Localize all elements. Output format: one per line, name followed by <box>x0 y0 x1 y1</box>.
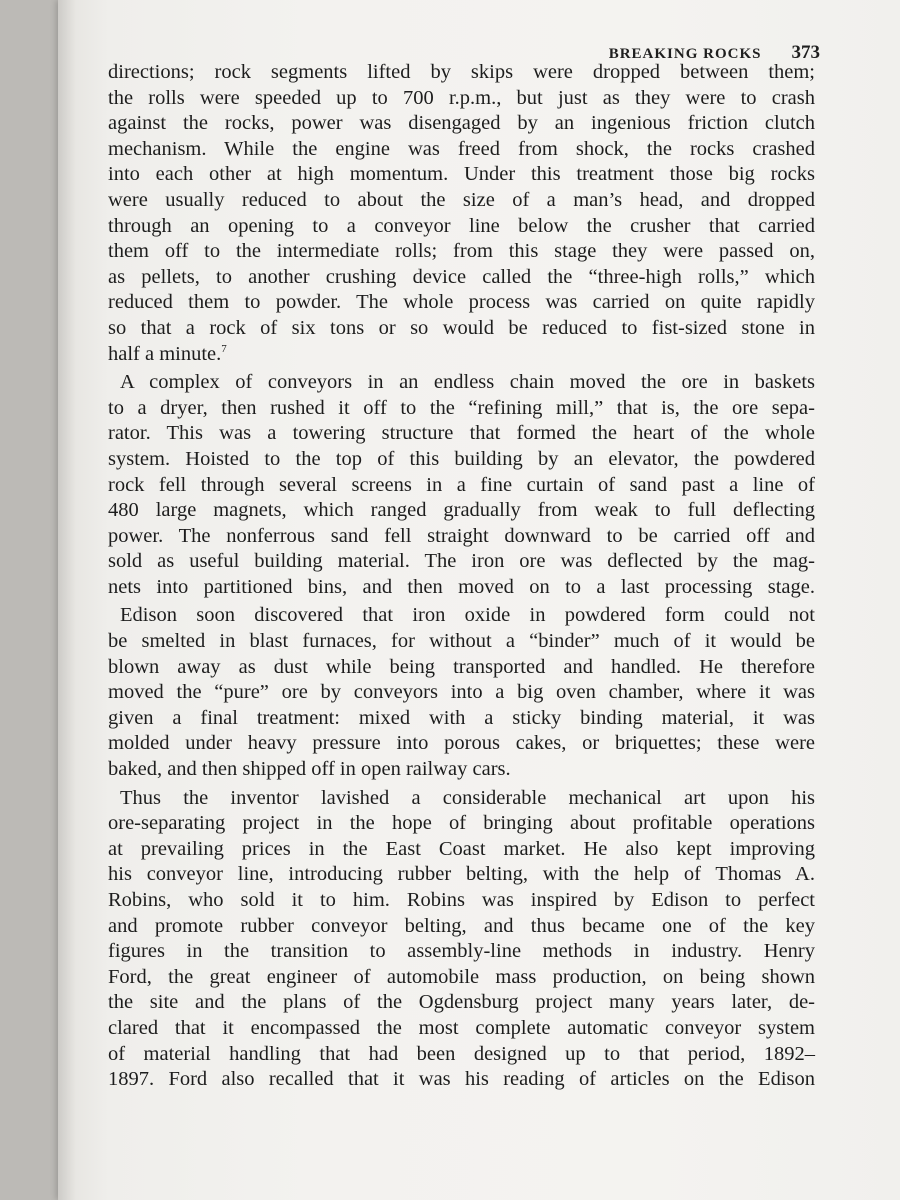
text-line: Robins, who sold it to him. Robins was inspired by Edison to perfect <box>108 889 815 911</box>
text-line: Thus the inventor lavished a considerable mechanical art upon his <box>120 786 815 809</box>
page-number: 373 <box>791 42 820 63</box>
text-line: his conveyor line, introducing rubber belting, with the help of Thomas A. <box>108 863 815 886</box>
text-line: Ford, the great engineer of automobile mass production, on being shown <box>108 965 815 988</box>
text-line: of material handling that had been designed up to that period, 1892– <box>108 1042 815 1065</box>
text-line: the rolls were speeded up to 700 r.p.m., but just as they were to crash <box>108 86 815 109</box>
text-line: half a minute. <box>108 342 222 365</box>
paragraph-2 <box>108 370 815 600</box>
text-line: be smelted in blast furnaces, for without a “binder” much of it would be <box>108 630 815 653</box>
text-line: sold as useful building material. The iron ore was deflected by the mag- <box>108 550 815 573</box>
text-line: to a dryer, then rushed it off to the “refining mill,” that is, the ore sepa- <box>108 396 815 419</box>
text-line: system. Hoisted to the top of this building by an elevator, the powdered <box>108 447 815 470</box>
text-line: and promote rubber conveyor belting, and thus became one of the key <box>108 914 815 937</box>
text-line: were usually reduced to about the size of a man’s head, and dropped <box>108 188 815 211</box>
footnote-reference: 7 <box>221 342 227 355</box>
text-line: ore-separating project in the hope of bringing about profitable operations <box>108 812 815 835</box>
text-line: the site and the plans of the Ogdensburg project many years later, de- <box>108 991 815 1014</box>
text-line: 1897. Ford also recalled that it was his reading of articles on the Edison <box>108 1068 815 1091</box>
text-line: as pellets, to another crushing device called the “three-high rolls,” which <box>108 265 815 288</box>
text-line: power. The nonferrous sand fell straight downward to be carried off and <box>108 524 815 547</box>
text-line: rock fell through several screens in a fine curtain of sand past a line of <box>108 473 815 496</box>
text-line: reduced them to powder. The whole process was carried on quite rapidly <box>108 291 815 314</box>
text-line: molded under heavy pressure into porous cakes, or briquettes; these were <box>108 732 815 755</box>
text-line: given a final treatment: mixed with a sticky binding material, it was <box>108 706 815 729</box>
text-line: them off to the intermediate rolls; from this stage they were passed on, <box>108 240 815 263</box>
running-title: BREAKING ROCKS <box>608 46 762 62</box>
page-gutter-shadow <box>58 0 76 1200</box>
text-line: figures in the transition to assembly-line methods in industry. Henry <box>108 940 815 963</box>
text-line: 480 large magnets, which ranged gradually from weak to full deflecting <box>108 499 815 522</box>
text-line: through an opening to a conveyor line below the crusher that carried <box>108 214 815 237</box>
text-line: clared that it encompassed the most complete automatic conveyor system <box>108 1016 815 1039</box>
text-line: blown away as dust while being transported and handled. He therefore <box>108 655 815 678</box>
text-line-last <box>108 342 815 368</box>
text-line: into each other at high momentum. Under this treatment those big rocks <box>108 163 815 186</box>
text-line: so that a rock of six tons or so would be reduced to fist-sized stone in <box>108 316 815 339</box>
paragraph-3 <box>108 603 815 782</box>
text-line: baked, and then shipped off in open railway cars. <box>108 758 511 781</box>
text-line: Edison soon discovered that iron oxide in powdered form could not <box>120 604 815 627</box>
text-line: moved the “pure” ore by conveyors into a big oven chamber, where it was <box>108 681 815 704</box>
text-line: directions; rock segments lifted by skips were dropped between them; <box>108 61 815 83</box>
paragraph-1 <box>108 60 815 367</box>
paragraph-4 <box>108 786 815 1093</box>
text-line: mechanism. While the engine was freed from shock, the rocks crashed <box>108 137 815 160</box>
text-line: rator. This was a towering structure that formed the heart of the whole <box>108 422 815 445</box>
text-line: nets into partitioned bins, and then moved on to a last processing stage. <box>108 575 815 598</box>
text-line: against the rocks, power was disengaged by an ingenious friction clutch <box>108 112 815 135</box>
text-line: at prevailing prices in the East Coast market. He also kept improving <box>108 837 815 860</box>
body-text <box>108 60 815 1093</box>
text-line: A complex of conveyors in an endless chain moved the ore in baskets <box>120 371 815 394</box>
